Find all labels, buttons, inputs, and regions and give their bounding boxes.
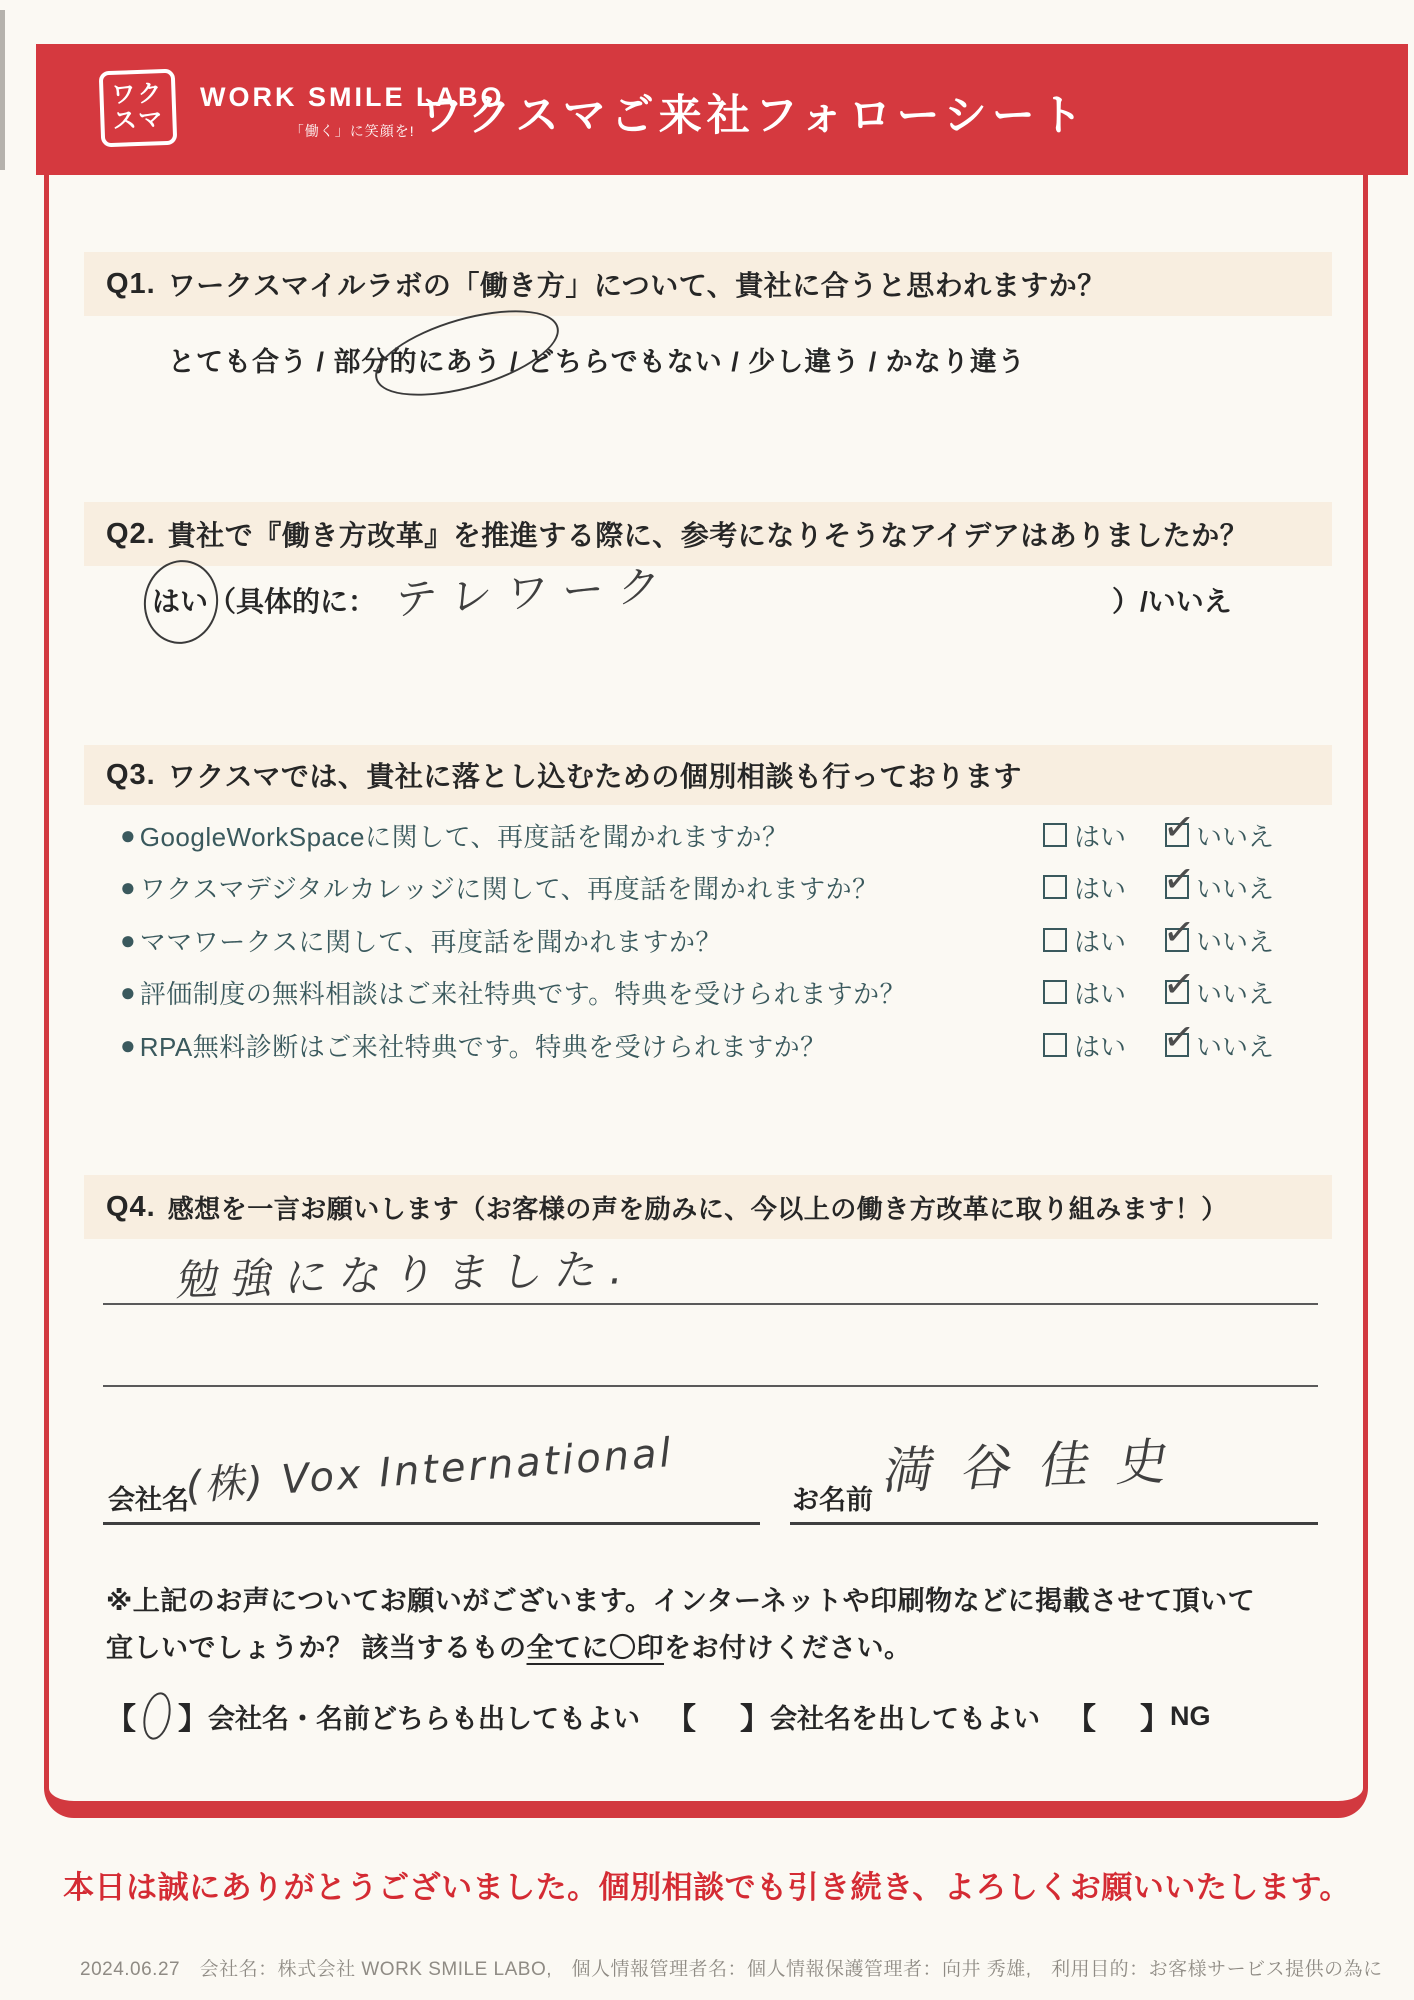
person-name-line [790,1522,1318,1525]
checkbox-yes [1043,928,1067,952]
comment-line-1 [103,1303,1318,1305]
checkbox-no-label: いいえ [1196,821,1275,852]
checkbox-no-checked [1160,910,1197,956]
consent-option-label: 会社名を出してもよい [770,1703,1040,1734]
q1-section-header [84,252,1332,316]
q2-answer-prefix: はい（具体的に： [152,586,377,617]
consent-option-label: NG [1170,1700,1211,1731]
consent-option-company-only [666,1694,1040,1738]
check-mark-icon: ✓ [1160,910,1197,956]
q1-label: Q1. [106,267,156,300]
checkbox-no-checked [1160,962,1197,1008]
q2-label: Q2. [106,517,156,550]
scan-artifact [0,10,5,170]
q3-item-row [120,857,1310,910]
q3-item-row [120,1015,1310,1068]
check-mark-icon: ✓ [1160,962,1197,1008]
bullet-icon: ● [120,871,136,902]
checkbox-yes [1043,823,1067,847]
checkbox-no-label: いいえ [1196,978,1275,1009]
q3-item-text: ママワークスに関して、再度話を聞かれますか？ [139,926,722,957]
consent-note [106,1578,1326,1672]
consent-circle-mark [139,1690,174,1742]
checkbox-yes-label: はい [1074,821,1127,852]
bracket-close: 】 [740,1703,770,1736]
q3-item-text: 評価制度の無料相談はご来社特典です。特典を受けられますか？ [139,978,907,1009]
checkbox-yes [1043,980,1067,1004]
company-name-label: 会社名 [108,1485,189,1515]
thanks-message: 本日は誠にありがとうございました。個別相談でも引き続き、よろしくお願いいたします。 [63,1870,1351,1905]
consent-empty-mark [1096,1711,1140,1721]
q3-item-row [120,910,1310,963]
bracket-close: 】 [1140,1703,1170,1736]
checkbox-no-label: いいえ [1196,926,1275,957]
logo-text-top: ワク [111,80,164,109]
check-mark-icon: ✓ [1160,805,1197,851]
bullet-icon: ● [120,924,136,955]
checkbox-no-label: いいえ [1196,1031,1275,1062]
consent-note-line2-post: をお付けください。 [664,1633,912,1663]
q3-item-text: ワクスマデジタルカレッジに関して、再度話を聞かれますか？ [139,873,879,904]
checkbox-yes-label: はい [1074,1031,1127,1062]
consent-note-line2-pre: 宜しいでしょうか？ 該当するもの [106,1633,527,1663]
q2-answer-suffix: ）/いいえ [1112,586,1232,617]
q4-section-header [84,1175,1332,1239]
consent-option-both [106,1692,640,1740]
work-smile-labo-logo-icon [99,69,178,148]
q2-question: 貴社で『働き方改革』を推進する際に、参考になりそうなアイデアはありましたか？ [167,520,1249,551]
bracket-close: 】 [178,1703,208,1736]
q3-item-row [120,805,1310,858]
company-name-handwritten: (株) Vox International [184,1429,676,1510]
q1-question: ワークスマイルラボの「働き方」について、貴社に合うと思われますか？ [167,270,1106,301]
checkbox-no-checked [1160,1015,1197,1061]
q3-label: Q3. [106,758,156,791]
bracket-open: 【 [666,1703,696,1736]
person-name-handwritten: 満谷佳史 [879,1431,1202,1501]
checkbox-yes-label: はい [1074,926,1127,957]
consent-option-label: 会社名・名前どちらも出してもよい [208,1703,640,1734]
brand-tagline: 「働く」に笑顔を! [289,123,415,139]
q4-label: Q4. [106,1190,156,1223]
bracket-open: 【 [1066,1703,1096,1736]
consent-note-line1: ※上記のお声についてお願いがございます。インターネットや印刷物などに掲載させて頂いて [106,1586,1256,1616]
checkbox-no-label: いいえ [1196,873,1275,904]
q4-question: 感想を一言お願いします（お客様の声を励みに、今以上の働き方改革に取り組みます！） [167,1193,1228,1224]
q2-handwritten-answer: テレワーク [392,560,676,625]
q4-handwritten-comment: 勉強になりました. [174,1243,639,1306]
q3-item-row [120,962,1310,1015]
bracket-open: 【 [106,1703,136,1736]
person-name-label: お名前 [792,1485,873,1515]
consent-options-row [106,1692,1237,1740]
bullet-icon: ● [120,819,136,850]
company-name-line [103,1522,760,1525]
checkbox-yes-label: はい [1074,873,1127,904]
checkbox-no-checked [1160,805,1197,851]
q3-item-text: RPA無料診断はご来社特典です。特典を受けられますか？ [139,1031,827,1062]
consent-empty-mark [696,1711,740,1721]
bullet-icon: ● [120,1029,136,1060]
checkbox-yes [1043,1033,1067,1057]
footer-meta: 2024.06.27 会社名：株式会社 WORK SMILE LABO, 個人情報管理者名：個人情報保護管理者：向井 秀雄, 利用目的：お客様サービス提供の為に [80,1959,1383,1980]
q1-options: とても合う / 部分的にあう / どちらでもない / 少し違う / かなり違う [168,347,1026,377]
q3-item-text: GoogleWorkSpaceに関して、再度話を聞かれますか？ [139,821,789,852]
comment-line-2 [103,1385,1318,1387]
q3-question: ワクスマでは、貴社に落とし込むための個別相談も行っております [167,761,1022,792]
brand-name: WORK SMILE LABO [200,82,505,112]
page-title: ワクスマご来社フォローシート [420,92,1088,140]
checkbox-no-checked [1160,857,1197,903]
bullet-icon: ● [120,976,136,1007]
logo-text-bottom: スマ [112,106,165,135]
checkbox-yes [1043,875,1067,899]
consent-option-ng [1066,1694,1211,1738]
q2-section-header [84,502,1332,566]
checkbox-yes-label: はい [1074,978,1127,1009]
check-mark-icon: ✓ [1160,1015,1197,1061]
check-mark-icon: ✓ [1160,857,1197,903]
q3-section-header [84,745,1332,805]
consent-note-underlined: 全てに〇印 [526,1633,665,1663]
